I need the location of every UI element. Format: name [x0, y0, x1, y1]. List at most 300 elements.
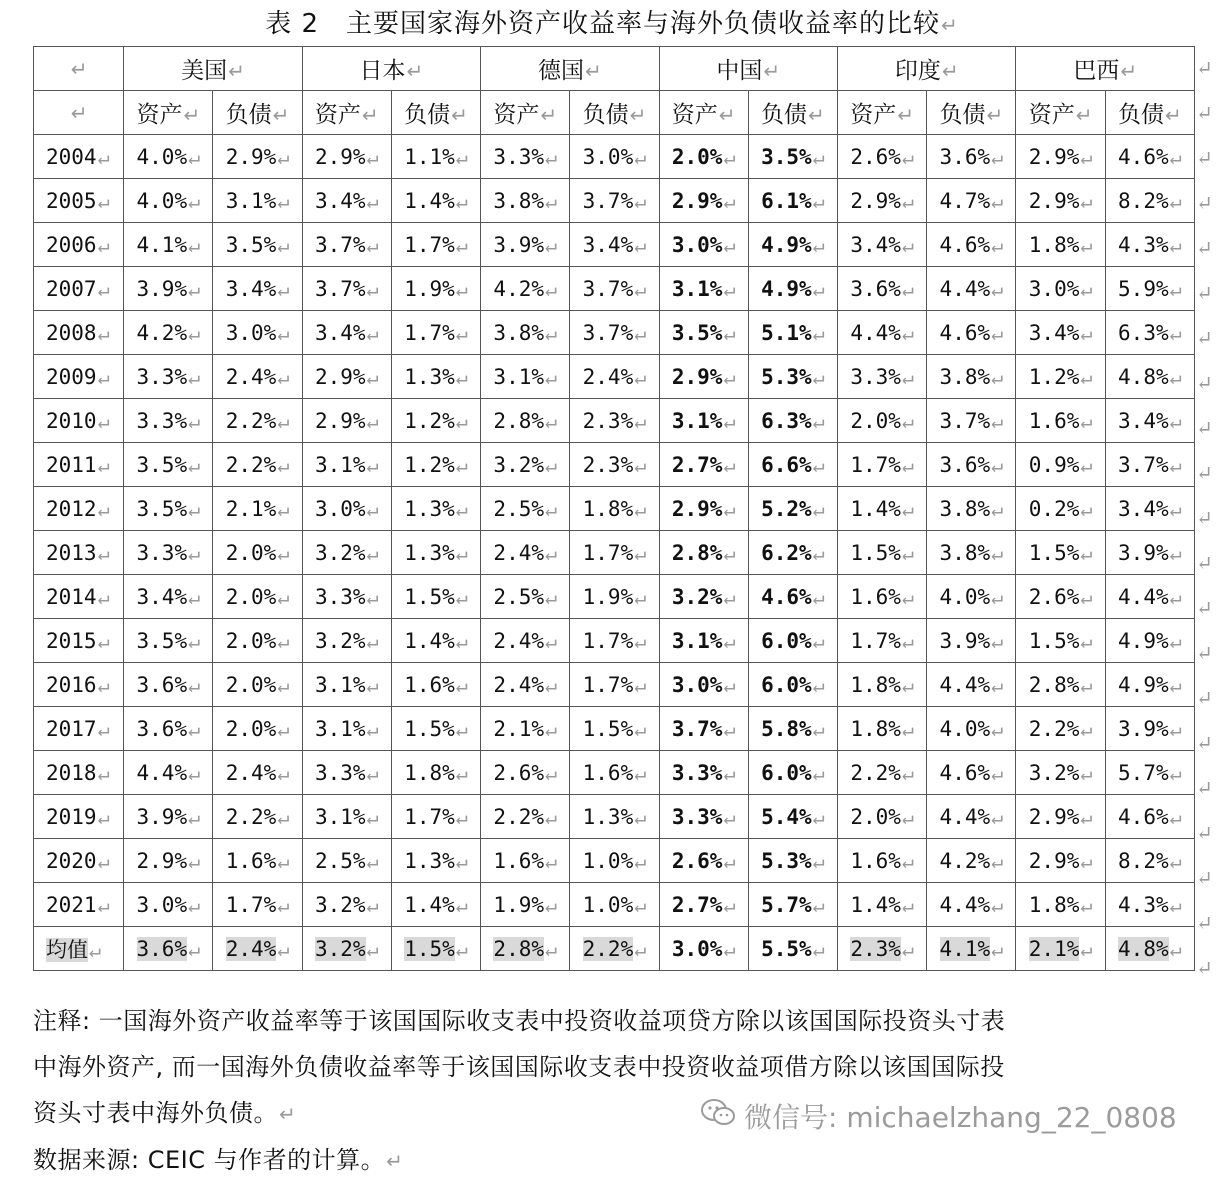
value-cell: 3.6%↵: [927, 443, 1016, 487]
value-cell: 4.4%↵: [124, 751, 213, 795]
table-row: [34, 795, 1195, 839]
value-cell: 8.2%↵: [1105, 179, 1194, 223]
table-row: [34, 751, 1195, 795]
value-cell: 3.1%↵: [302, 795, 391, 839]
value-cell: 2.4%↵: [481, 619, 570, 663]
value-cell: 4.4%↵: [927, 883, 1016, 927]
year-cell: 2021↵: [34, 883, 124, 927]
value-cell: 3.8%↵: [481, 179, 570, 223]
row-end-mark: ↵: [1196, 866, 1213, 890]
value-cell: 1.4%↵: [838, 487, 927, 531]
year-cell: 2010↵: [34, 399, 124, 443]
country-header: 德国↵: [481, 47, 659, 91]
row-end-mark: ↵: [1196, 731, 1213, 755]
row-end-mark: ↵: [1196, 236, 1213, 260]
value-cell: 8.2%↵: [1105, 839, 1194, 883]
liability-header: 负债↵: [391, 91, 480, 135]
value-cell: 2.5%↵: [481, 487, 570, 531]
value-cell: 4.6%↵: [927, 751, 1016, 795]
value-cell: 4.6%↵: [748, 575, 837, 619]
country-header: 日本↵: [302, 47, 480, 91]
value-cell: 4.4%↵: [838, 311, 927, 355]
value-cell: 3.5%↵: [748, 135, 837, 179]
value-cell: 4.0%↵: [927, 707, 1016, 751]
value-cell: 5.2%↵: [748, 487, 837, 531]
row-end-mark: ↵: [1196, 146, 1213, 170]
value-cell: 3.0%↵: [570, 135, 659, 179]
value-cell: 4.2%↵: [481, 267, 570, 311]
value-cell: 1.5%↵: [1016, 619, 1105, 663]
table-row: [34, 135, 1195, 179]
value-cell: 3.7%↵: [302, 267, 391, 311]
country-header: 美国↵: [124, 47, 302, 91]
value-cell: 4.9%↵: [1105, 663, 1194, 707]
row-end-mark: ↵: [1196, 821, 1213, 845]
mean-value-cell: 1.5%↵: [391, 927, 480, 971]
value-cell: 3.5%↵: [124, 443, 213, 487]
value-cell: 1.6%↵: [838, 575, 927, 619]
value-cell: 2.4%↵: [213, 751, 302, 795]
table-row: [34, 223, 1195, 267]
mean-value-cell: 3.0%↵: [659, 927, 748, 971]
value-cell: 4.7%↵: [927, 179, 1016, 223]
value-cell: 4.9%↵: [748, 223, 837, 267]
year-cell: 2014↵: [34, 575, 124, 619]
row-end-mark: ↵: [1196, 911, 1213, 935]
asset-header: 资产↵: [124, 91, 213, 135]
row-end-mark: ↵: [1196, 776, 1213, 800]
year-cell: 2015↵: [34, 619, 124, 663]
table-row: [34, 355, 1195, 399]
value-cell: 1.5%↵: [570, 707, 659, 751]
value-cell: 2.0%↵: [213, 575, 302, 619]
value-cell: 2.1%↵: [481, 707, 570, 751]
table-title: [0, 6, 1224, 43]
liability-header: 负债↵: [213, 91, 302, 135]
value-cell: 2.3%↵: [570, 443, 659, 487]
value-cell: 3.9%↵: [124, 267, 213, 311]
value-cell: 3.4%↵: [213, 267, 302, 311]
table-row: [34, 179, 1195, 223]
value-cell: 2.0%↵: [838, 795, 927, 839]
table-row: [34, 531, 1195, 575]
value-cell: 4.4%↵: [1105, 575, 1194, 619]
value-cell: 3.2%↵: [1016, 751, 1105, 795]
value-cell: 3.3%↵: [481, 135, 570, 179]
year-cell: 2019↵: [34, 795, 124, 839]
value-cell: 2.0%↵: [213, 619, 302, 663]
value-cell: 1.3%↵: [570, 795, 659, 839]
value-cell: 5.7%↵: [1105, 751, 1194, 795]
value-cell: 1.8%↵: [570, 487, 659, 531]
year-cell: 2009↵: [34, 355, 124, 399]
value-cell: 3.0%↵: [302, 487, 391, 531]
value-cell: 4.9%↵: [1105, 619, 1194, 663]
value-cell: 4.2%↵: [124, 311, 213, 355]
value-cell: 1.8%↵: [1016, 223, 1105, 267]
value-cell: 1.9%↵: [481, 883, 570, 927]
value-cell: 4.0%↵: [124, 179, 213, 223]
value-cell: 6.0%↵: [748, 619, 837, 663]
asset-header: 资产↵: [1016, 91, 1105, 135]
value-cell: 3.3%↵: [302, 751, 391, 795]
value-cell: 3.6%↵: [124, 663, 213, 707]
value-cell: 3.7%↵: [927, 399, 1016, 443]
value-cell: 3.1%↵: [659, 399, 748, 443]
value-cell: 2.9%↵: [302, 135, 391, 179]
value-cell: 4.8%↵: [1105, 355, 1194, 399]
mean-value-cell: 2.2%↵: [570, 927, 659, 971]
value-cell: 2.8%↵: [1016, 663, 1105, 707]
corner-cell: ↵: [34, 47, 124, 91]
value-cell: 4.0%↵: [124, 135, 213, 179]
table-row: [34, 311, 1195, 355]
value-cell: 3.9%↵: [481, 223, 570, 267]
value-cell: 4.4%↵: [927, 795, 1016, 839]
value-cell: 2.9%↵: [1016, 839, 1105, 883]
value-cell: 6.0%↵: [748, 751, 837, 795]
value-cell: 3.0%↵: [659, 663, 748, 707]
value-cell: 1.6%↵: [481, 839, 570, 883]
liability-header: 负债↵: [1105, 91, 1194, 135]
year-cell: 2007↵: [34, 267, 124, 311]
row-end-mark: ↵: [1196, 416, 1213, 440]
value-cell: 3.9%↵: [1105, 531, 1194, 575]
wechat-icon: [700, 1097, 736, 1136]
value-cell: 0.2%↵: [1016, 487, 1105, 531]
row-end-mark: ↵: [1196, 326, 1213, 350]
value-cell: 3.1%↵: [659, 267, 748, 311]
year-cell: 2016↵: [34, 663, 124, 707]
row-end-mark: ↵: [1196, 641, 1213, 665]
value-cell: 1.7%↵: [838, 619, 927, 663]
value-cell: 3.4%↵: [302, 179, 391, 223]
value-cell: 3.6%↵: [927, 135, 1016, 179]
value-cell: 2.9%↵: [1016, 135, 1105, 179]
mean-value-cell: 3.6%↵: [124, 927, 213, 971]
value-cell: 3.8%↵: [481, 311, 570, 355]
value-cell: 2.6%↵: [1016, 575, 1105, 619]
value-cell: 3.9%↵: [927, 619, 1016, 663]
country-header: 印度↵: [838, 47, 1016, 91]
liability-header: 负债↵: [570, 91, 659, 135]
value-cell: 4.4%↵: [927, 267, 1016, 311]
value-cell: 3.5%↵: [124, 487, 213, 531]
value-cell: 4.1%↵: [124, 223, 213, 267]
value-cell: 4.6%↵: [1105, 795, 1194, 839]
value-cell: 3.7%↵: [1105, 443, 1194, 487]
value-cell: 1.2%↵: [391, 399, 480, 443]
value-cell: 5.3%↵: [748, 355, 837, 399]
notes-section: [33, 998, 1203, 1184]
table-row: [34, 399, 1195, 443]
row-end-mark: ↵: [1196, 191, 1213, 215]
note-line-2: 中海外资产, 而一国海外负债收益率等于该国国际收支表中投资收益项借方除以该国国际投: [33, 1053, 1005, 1081]
note-line-1: 注释: 一国海外资产收益率等于该国国际收支表中投资收益项贷方除以该国国际投资头寸表: [33, 1007, 1006, 1035]
value-cell: 1.8%↵: [838, 663, 927, 707]
mean-value-cell: 2.1%↵: [1016, 927, 1105, 971]
value-cell: 3.6%↵: [838, 267, 927, 311]
mean-value-cell: 3.2%↵: [302, 927, 391, 971]
value-cell: 3.2%↵: [302, 619, 391, 663]
row-end-marks: [1196, 46, 1222, 991]
table-row: [34, 487, 1195, 531]
value-cell: 2.9%↵: [659, 355, 748, 399]
value-cell: 4.3%↵: [1105, 223, 1194, 267]
value-cell: 1.7%↵: [213, 883, 302, 927]
value-cell: 5.7%↵: [748, 883, 837, 927]
value-cell: 1.6%↵: [838, 839, 927, 883]
value-cell: 1.2%↵: [1016, 355, 1105, 399]
value-cell: 3.4%↵: [302, 311, 391, 355]
value-cell: 1.8%↵: [391, 751, 480, 795]
value-cell: 1.4%↵: [391, 619, 480, 663]
value-cell: 2.1%↵: [213, 487, 302, 531]
value-cell: 2.4%↵: [213, 355, 302, 399]
mean-value-cell: 4.8%↵: [1105, 927, 1194, 971]
year-cell: 2011↵: [34, 443, 124, 487]
value-cell: 4.4%↵: [927, 663, 1016, 707]
value-cell: 5.1%↵: [748, 311, 837, 355]
value-cell: 2.9%↵: [302, 355, 391, 399]
value-cell: 1.0%↵: [570, 883, 659, 927]
value-cell: 3.2%↵: [302, 531, 391, 575]
value-cell: 3.3%↵: [838, 355, 927, 399]
value-cell: 3.3%↵: [124, 531, 213, 575]
row-end-mark: ↵: [1196, 596, 1213, 620]
value-cell: 2.4%↵: [570, 355, 659, 399]
value-cell: 2.6%↵: [481, 751, 570, 795]
value-cell: 1.7%↵: [570, 663, 659, 707]
year-cell: 2006↵: [34, 223, 124, 267]
value-cell: 1.9%↵: [570, 575, 659, 619]
value-cell: 3.0%↵: [659, 223, 748, 267]
value-cell: 5.9%↵: [1105, 267, 1194, 311]
year-cell: 2004↵: [34, 135, 124, 179]
value-cell: 2.5%↵: [481, 575, 570, 619]
value-cell: 2.6%↵: [659, 839, 748, 883]
mean-value-cell: 5.5%↵: [748, 927, 837, 971]
mean-value-cell: 4.1%↵: [927, 927, 1016, 971]
value-cell: 1.8%↵: [1016, 883, 1105, 927]
value-cell: 3.1%↵: [302, 443, 391, 487]
value-cell: 4.3%↵: [1105, 883, 1194, 927]
row-end-mark: ↵: [1196, 686, 1213, 710]
value-cell: 3.9%↵: [124, 795, 213, 839]
mean-row: [34, 927, 1195, 971]
table-row: [34, 267, 1195, 311]
value-cell: 1.5%↵: [391, 575, 480, 619]
row-end-mark: ↵: [1196, 506, 1213, 530]
value-cell: 1.4%↵: [391, 179, 480, 223]
value-cell: 4.6%↵: [1105, 135, 1194, 179]
liability-header: 负债↵: [748, 91, 837, 135]
value-cell: 3.2%↵: [659, 575, 748, 619]
value-cell: 3.2%↵: [302, 883, 391, 927]
mean-value-cell: 2.4%↵: [213, 927, 302, 971]
value-cell: 2.9%↵: [838, 179, 927, 223]
value-cell: 1.7%↵: [570, 619, 659, 663]
paragraph-mark-icon: ↵: [941, 13, 959, 37]
note-line-3: 资头寸表中海外负债。↵: [33, 1099, 297, 1127]
value-cell: 1.7%↵: [570, 531, 659, 575]
value-cell: 1.2%↵: [391, 443, 480, 487]
value-cell: 2.9%↵: [659, 487, 748, 531]
country-header-row: [34, 47, 1195, 91]
asset-header: 资产↵: [481, 91, 570, 135]
value-cell: 3.1%↵: [659, 619, 748, 663]
asset-header: 资产↵: [302, 91, 391, 135]
value-cell: 3.5%↵: [124, 619, 213, 663]
value-cell: 2.9%↵: [124, 839, 213, 883]
row-end-mark: ↵: [1196, 371, 1213, 395]
value-cell: 2.0%↵: [838, 399, 927, 443]
value-cell: 3.6%↵: [124, 707, 213, 751]
value-cell: 3.5%↵: [213, 223, 302, 267]
watermark: [700, 1094, 1177, 1138]
value-cell: 1.5%↵: [838, 531, 927, 575]
value-cell: 3.1%↵: [481, 355, 570, 399]
year-cell: 2018↵: [34, 751, 124, 795]
value-cell: 3.2%↵: [481, 443, 570, 487]
value-cell: 1.3%↵: [391, 839, 480, 883]
table-row: [34, 663, 1195, 707]
value-cell: 3.7%↵: [659, 707, 748, 751]
mean-value-cell: 2.3%↵: [838, 927, 927, 971]
year-cell: 2008↵: [34, 311, 124, 355]
table-row: [34, 883, 1195, 927]
value-cell: 1.4%↵: [838, 883, 927, 927]
value-cell: 6.1%↵: [748, 179, 837, 223]
country-header: 巴西↵: [1016, 47, 1195, 91]
value-cell: 3.0%↵: [124, 883, 213, 927]
value-cell: 2.7%↵: [659, 883, 748, 927]
value-cell: 3.5%↵: [659, 311, 748, 355]
value-cell: 3.4%↵: [570, 223, 659, 267]
value-cell: 5.3%↵: [748, 839, 837, 883]
value-cell: 2.9%↵: [213, 135, 302, 179]
value-cell: 6.6%↵: [748, 443, 837, 487]
mean-value-cell: 2.8%↵: [481, 927, 570, 971]
value-cell: 2.0%↵: [659, 135, 748, 179]
value-cell: 0.9%↵: [1016, 443, 1105, 487]
value-cell: 4.2%↵: [927, 839, 1016, 883]
value-cell: 1.7%↵: [391, 795, 480, 839]
value-cell: 2.4%↵: [481, 663, 570, 707]
value-cell: 1.7%↵: [391, 311, 480, 355]
value-cell: 3.3%↵: [659, 795, 748, 839]
value-cell: 2.8%↵: [659, 531, 748, 575]
value-cell: 3.4%↵: [1105, 487, 1194, 531]
value-cell: 3.7%↵: [302, 223, 391, 267]
value-cell: 2.9%↵: [1016, 179, 1105, 223]
value-cell: 3.4%↵: [124, 575, 213, 619]
row-end-mark: ↵: [1196, 56, 1213, 80]
value-cell: 3.4%↵: [1016, 311, 1105, 355]
value-cell: 1.7%↵: [391, 223, 480, 267]
corner-cell: ↵: [34, 91, 124, 135]
value-cell: 1.6%↵: [1016, 399, 1105, 443]
country-header: 中国↵: [659, 47, 837, 91]
value-cell: 4.6%↵: [927, 311, 1016, 355]
value-cell: 6.0%↵: [748, 663, 837, 707]
mean-label: 均值↵: [34, 927, 124, 971]
liability-header: 负债↵: [927, 91, 1016, 135]
value-cell: 4.0%↵: [927, 575, 1016, 619]
row-end-mark: ↵: [1196, 281, 1213, 305]
value-cell: 3.8%↵: [927, 487, 1016, 531]
value-cell: 1.4%↵: [391, 883, 480, 927]
value-cell: 3.3%↵: [302, 575, 391, 619]
value-cell: 1.5%↵: [1016, 531, 1105, 575]
value-cell: 1.6%↵: [570, 751, 659, 795]
year-cell: 2012↵: [34, 487, 124, 531]
value-cell: 2.6%↵: [838, 135, 927, 179]
value-cell: 4.6%↵: [927, 223, 1016, 267]
value-cell: 6.3%↵: [748, 399, 837, 443]
value-cell: 3.1%↵: [302, 663, 391, 707]
table-row: [34, 707, 1195, 751]
value-cell: 2.9%↵: [659, 179, 748, 223]
value-cell: 5.4%↵: [748, 795, 837, 839]
year-cell: 2005↵: [34, 179, 124, 223]
table-row: [34, 443, 1195, 487]
year-cell: 2013↵: [34, 531, 124, 575]
value-cell: 4.9%↵: [748, 267, 837, 311]
value-cell: 3.1%↵: [213, 179, 302, 223]
value-cell: 1.5%↵: [391, 707, 480, 751]
value-cell: 3.3%↵: [659, 751, 748, 795]
comparison-table: [33, 46, 1195, 971]
value-cell: 5.8%↵: [748, 707, 837, 751]
value-cell: 3.8%↵: [927, 531, 1016, 575]
row-end-mark: ↵: [1196, 101, 1213, 125]
value-cell: 3.3%↵: [124, 355, 213, 399]
value-cell: 2.2%↵: [481, 795, 570, 839]
value-cell: 2.8%↵: [481, 399, 570, 443]
asset-header: 资产↵: [659, 91, 748, 135]
value-cell: 1.8%↵: [838, 707, 927, 751]
value-cell: 2.0%↵: [213, 531, 302, 575]
value-cell: 2.2%↵: [838, 751, 927, 795]
value-cell: 1.3%↵: [391, 355, 480, 399]
value-cell: 2.2%↵: [213, 399, 302, 443]
value-cell: 3.7%↵: [570, 267, 659, 311]
value-cell: 3.8%↵: [927, 355, 1016, 399]
value-cell: 2.0%↵: [213, 663, 302, 707]
value-cell: 1.7%↵: [838, 443, 927, 487]
year-cell: 2020↵: [34, 839, 124, 883]
value-cell: 3.7%↵: [570, 311, 659, 355]
value-cell: 3.0%↵: [213, 311, 302, 355]
table-row: [34, 839, 1195, 883]
table-row: [34, 619, 1195, 663]
value-cell: 2.7%↵: [659, 443, 748, 487]
row-end-mark: ↵: [1196, 461, 1213, 485]
value-cell: 3.4%↵: [838, 223, 927, 267]
value-cell: 2.2%↵: [213, 443, 302, 487]
value-cell: 1.3%↵: [391, 531, 480, 575]
value-cell: 6.3%↵: [1105, 311, 1194, 355]
title-text: 表 2 主要国家海外资产收益率与海外负债收益率的比较: [265, 9, 941, 39]
value-cell: 1.0%↵: [570, 839, 659, 883]
value-cell: 2.2%↵: [213, 795, 302, 839]
table-row: [34, 575, 1195, 619]
value-cell: 3.3%↵: [124, 399, 213, 443]
value-cell: 2.9%↵: [1016, 795, 1105, 839]
value-cell: 1.9%↵: [391, 267, 480, 311]
value-cell: 2.2%↵: [1016, 707, 1105, 751]
